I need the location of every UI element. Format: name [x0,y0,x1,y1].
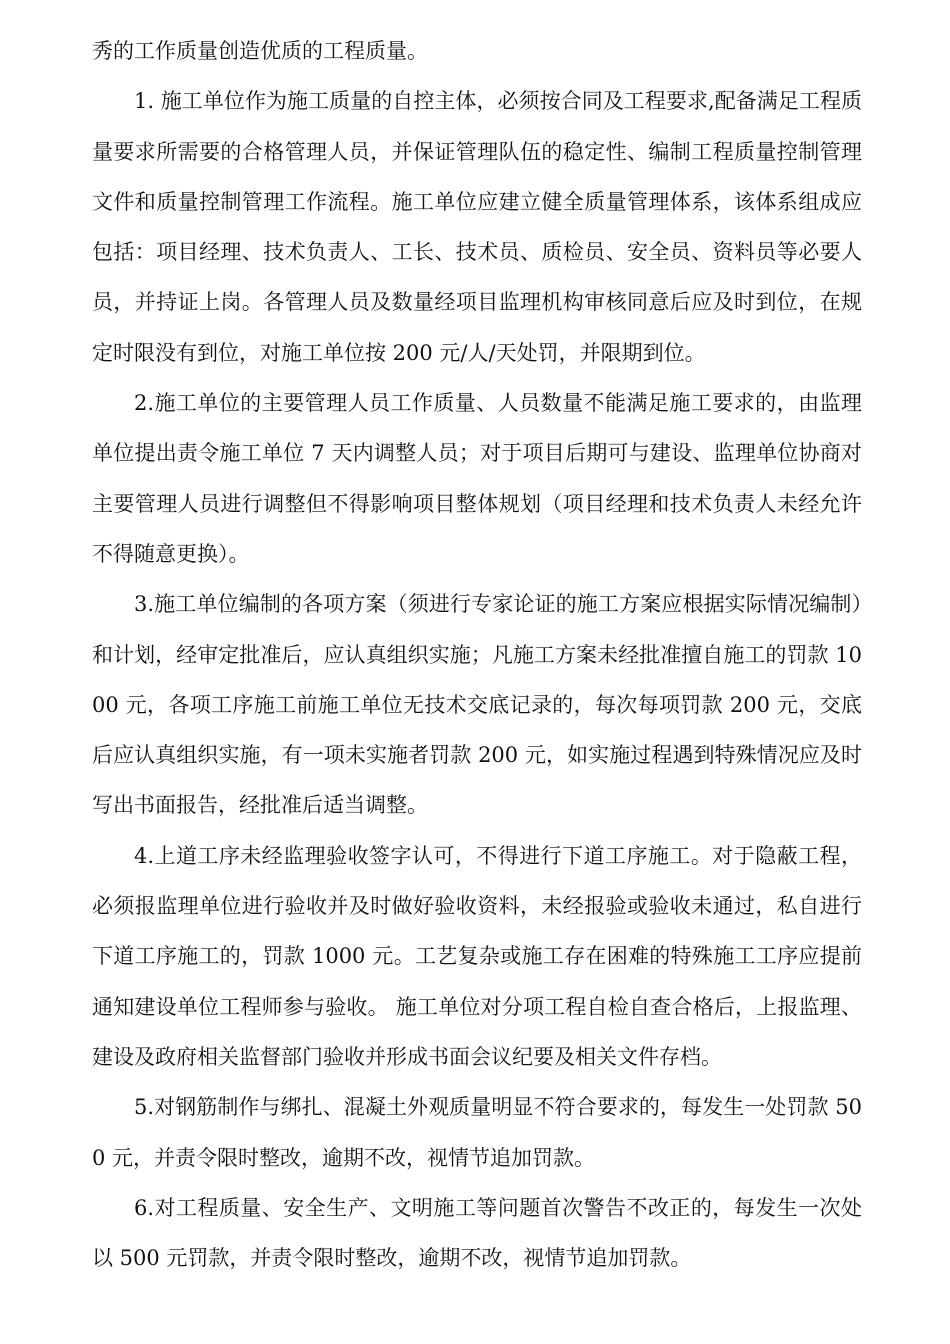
document-page [92,26,862,1283]
paragraph-item-4: 4.上道工序未经监理验收签字认可，不得进行下道工序施工。对于隐蔽工程，必须报监理单位进行验收并及时做好验收资料，未经报验或验收未通过，私自进行下道工序施工的，罚款 1000 元。工艺复杂或施工存在困难的特殊施工工序应提前通知建设单位工程师参与验收。 施工单位对分项工程自检自查合格后，上报监理、建设及政府相关监督部门验收并形成书面会议纪要及相关文件存档。 [92,843,862,1069]
paragraph-continuation: 秀的工作质量创造优质的工程质量。 [92,39,428,63]
paragraph-item-2: 2.施工单位的主要管理人员工作质量、人员数量不能满足施工要求的，由监理单位提出责令施工单位 7 天内调整人员；对于项目后期可与建设、监理单位协商对主要管理人员进行调整但不得影响项目整体规划（项目经理和技术负责人未经允许不得随意更换）。 [92,391,862,566]
paragraph-item-3: 3.施工单位编制的各项方案（须进行专家论证的施工方案应根据实际情况编制）和计划，经审定批准后，应认真组织实施；凡施工方案未经批准擅自施工的罚款 1000 元，各项工序施工前施工单位无技术交底记录的，每次每项罚款 200 元，交底后应认真组织实施，有一项未实施者罚款 200 元，如实施过程遇到特殊情况应及时写出书面报告，经批准后适当调整。 [92,592,862,818]
paragraph-item-1: 1. 施工单位作为施工质量的自控主体，必须按合同及工程要求,配备满足工程质量要求所需要的合格管理人员，并保证管理队伍的稳定性、编制工程质量控制管理文件和质量控制管理工作流程。施工单位应建立健全质量管理体系，该体系组成应包括：项目经理、技术负责人、工长、技术员、质检员、安全员、资料员等必要人员，并持证上岗。各管理人员及数量经项目监理机构审核同意后应及时到位，在规定时限没有到位，对施工单位按 200 元/人/天处罚，并限期到位。 [92,89,862,365]
paragraph-item-5: 5.对钢筋制作与绑扎、混凝土外观质量明显不符合要求的，每发生一处罚款 500 元，并责令限时整改，逾期不改，视情节追加罚款。 [92,1095,862,1170]
paragraph-item-6: 6.对工程质量、安全生产、文明施工等问题首次警告不改正的，每发生一次处以 500 元罚款，并责令限时整改，逾期不改，视情节追加罚款。 [92,1195,862,1271]
